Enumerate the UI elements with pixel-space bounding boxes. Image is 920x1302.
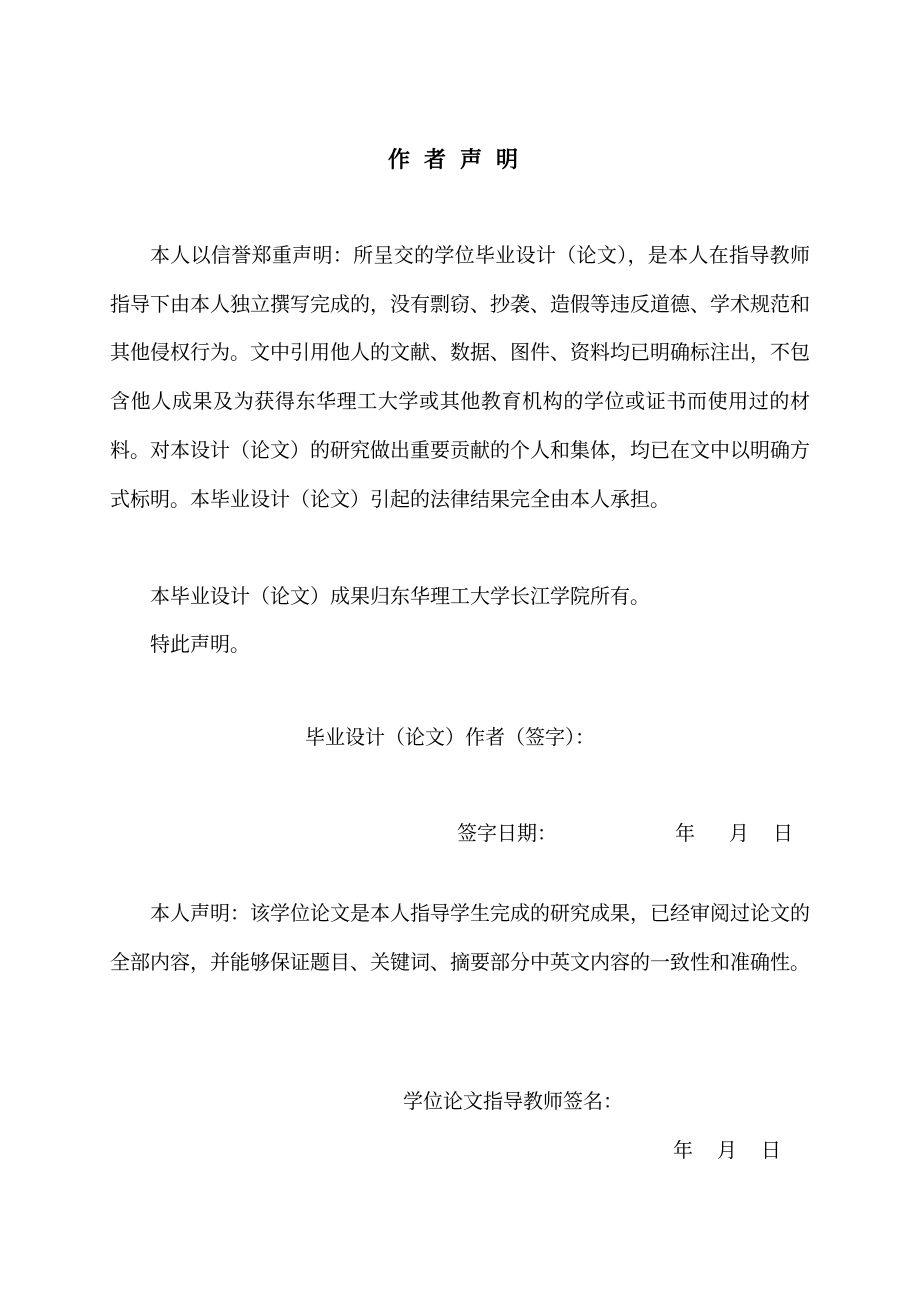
advisor-date-fields [673, 1135, 783, 1165]
signature-date-label: 签字日期： [457, 821, 557, 845]
ownership-paragraph: 本毕业设计（论文）成果归东华理工大学长江学院所有。 [150, 584, 650, 608]
advisor-date-day: 日 [761, 1138, 781, 1162]
author-date-day: 日 [773, 821, 793, 845]
page-title: 作者声明 [387, 147, 532, 173]
advisor-date-year: 年 [673, 1138, 693, 1162]
advisor-statement-paragraph: 本人声明：该学位论文是本人指导学生完成的研究成果，已经审阅过论文的全部内容，并能够保证题目、关键词、摘要部分中英文内容的一致性和准确性。 [110, 901, 810, 974]
advisor-date-month: 月 [717, 1138, 737, 1162]
author-date-year: 年 [675, 821, 695, 845]
author-date-month: 月 [729, 821, 749, 845]
author-signature-label: 毕业设计（论文）作者（签字）： [305, 725, 595, 749]
closing-paragraph: 特此声明。 [150, 632, 250, 656]
advisor-signature-label: 学位论文指导教师签名： [403, 1089, 623, 1113]
declaration-paragraph: 本人以信誉郑重声明：所呈交的学位毕业设计（论文），是本人在指导教师指导下由本人独立撰写完成的，没有剽窃、抄袭、造假等违反道德、学术规范和其他侵权行为。文中引用他人的文献、数据、图件、资料均已明确标注出，不包含他人成果及为获得东华理工大学或其他教育机构的学位或证书而使用过的材料。对本设计（论文）的研究做出重要贡献的个人和集体，均已在文中以明确方式标明。本毕业设计（论文）引起的法律结果完全由本人承担。 [110, 243, 810, 511]
author-date-fields [675, 818, 795, 848]
